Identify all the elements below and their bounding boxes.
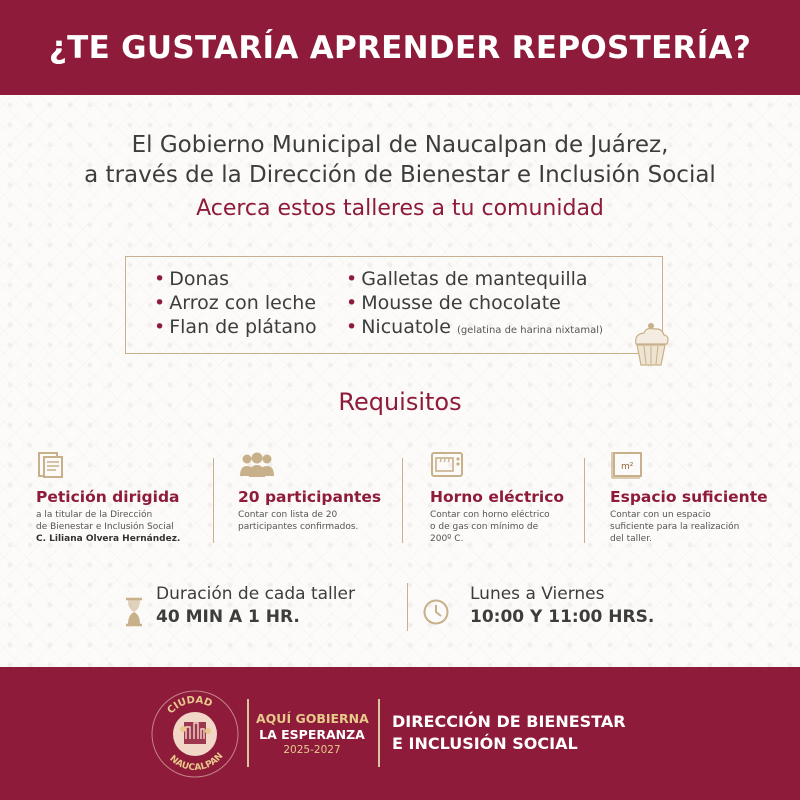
workshops-left-column [154,267,317,339]
requirement-title: Petición dirigida [36,488,180,506]
area-icon [610,450,644,480]
clock-icon [422,597,450,627]
duration-label: Duración de cada taller [156,584,355,604]
days-label: Lunes a Viernes [470,584,605,604]
duration-block [120,583,355,629]
requirement-desc: Contar con un espacio suficiente para la realización del taller. [610,510,740,544]
intro-line-1: El Gobierno Municipal de Naucalpan de Juárez, [131,132,669,158]
workshop-item: • Mousse de chocolate [346,292,561,314]
requirement-desc: a la titular de la Dirección de Bienestar e Inclusión Social C. Liliana Olvera Hernández. [36,510,181,544]
requirement-desc: Contar con lista de 20 participantes confirmados. [238,510,359,532]
hourglass-icon [120,597,148,627]
workshops-box [125,256,663,354]
days-block [422,583,654,629]
svg-text:m²: m² [621,462,634,472]
divider [584,458,585,543]
group-icon [238,450,276,480]
requirement-participants [238,450,381,533]
workshop-note: (gelatina de harina nixtamal) [456,325,603,336]
requirements-title: Requisitos [338,388,462,416]
oven-icon [430,450,464,480]
slogan-years: 2025-2027 [283,744,341,756]
workshop-item: • Arroz con leche [154,292,317,314]
duration-value: 40 MIN A 1 HR. [156,607,300,627]
department-name [392,711,626,755]
requirement-desc: Contar con horno eléctrico o de gas con mínimo de 200º C. [430,510,550,544]
workshop-item: • Galletas de mantequilla [346,268,588,290]
page-title: ¿TE GUSTARÍA APRENDER REPOSTERÍA? [48,29,752,66]
requirement-oven [430,450,564,545]
workshop-item: • Flan de plátano [154,316,317,338]
divider [402,458,403,543]
title-banner [0,0,800,95]
requirement-space [610,450,768,545]
slogan-line-1: AQUÍ GOBIERNA [256,711,369,726]
slogan [256,711,368,757]
svg-text:NAUCALPAN: NAUCALPAN [167,751,226,774]
slogan-line-2: LA ESPERANZA [259,727,365,742]
days-value: 10:00 Y 11:00 HRS. [470,607,655,627]
intro-text [0,130,800,226]
department-line-2: E INCLUSIÓN SOCIAL [392,734,578,753]
divider [378,699,380,767]
cupcake-icon [628,320,674,368]
divider [247,699,249,767]
requirement-title: 20 participantes [238,488,382,506]
requirement-title: Espacio suficiente [610,488,768,506]
workshop-item: • Donas [154,268,230,290]
naucalpan-logo [150,689,240,779]
department-line-1: DIRECCIÓN DE BIENESTAR [392,712,626,731]
intro-line-2: a través de la Dirección de Bienestar e Inclusión Social [84,162,716,188]
workshop-item: • Nicuatole (gelatina de harina nixtamal) [346,316,603,338]
requirement-title: Horno eléctrico [430,488,565,506]
intro-accent: Acerca estos talleres a tu comunidad [196,196,604,221]
requirement-petition [36,450,180,545]
footer [0,667,800,800]
document-icon [36,450,66,480]
divider [213,458,214,543]
workshops-right-column [346,267,603,343]
svg-text:CIUDAD: CIUDAD [165,694,214,717]
divider [407,583,408,631]
